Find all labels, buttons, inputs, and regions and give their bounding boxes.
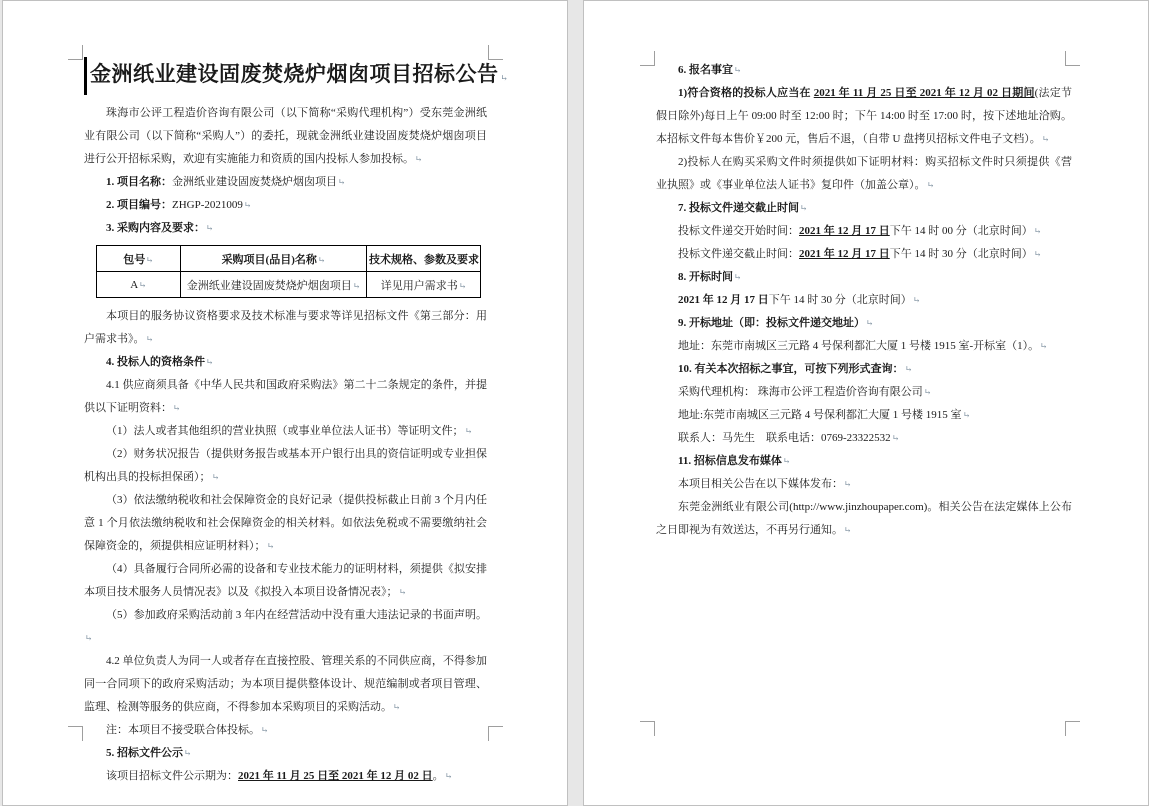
section-3-heading xyxy=(84,217,487,240)
text-run: 联系人：马先生 联系电话：0769-23322532 xyxy=(678,432,891,444)
section-10-heading xyxy=(656,358,1072,381)
publicity-period xyxy=(84,765,487,788)
project-number xyxy=(84,194,487,217)
clause-4-2 xyxy=(84,650,487,719)
document-title: 金洲纸业建设固废焚烧炉烟囱项目招标公告 ↵ xyxy=(84,57,508,95)
contact-info xyxy=(656,427,1072,450)
text-run: （1）法人或者其他组织的营业执照（或事业单位法人证书）等证明文件； xyxy=(106,425,464,437)
section-6-heading xyxy=(656,59,1072,82)
text-run: 2)投标人在购买采购文件时须提供如下证明材料：购买招标文件时只须提供《营业执照》或《事业单位法人证书》复印件（加盖公章）。 xyxy=(656,156,1072,191)
text-run: 1. 项目名称： xyxy=(106,176,172,188)
text-run: 11. 招标信息发布媒体 xyxy=(678,455,782,467)
text-run: (法定节假日除外)每日上午 09:00 时至 12:00 时；下午 14:00 时至 17:00 时，按下述地址洽购。本招标文件每本售价￥200 元，售后不退，（自带 U 盘拷贝招标文件电子文档）。 xyxy=(656,87,1072,145)
media-detail xyxy=(656,496,1072,542)
text-run: （3）依法缴纳税收和社会保障资金的良好记录（提供投标截止日前 3 个月内任意 1 个月依法缴纳税收和社会保障资金的相关材料。如依法免税或不需要缴纳社会保障资金的，须提供相应证明材料）； xyxy=(84,494,487,552)
table-cell: A ↵ xyxy=(97,272,181,298)
requirements-note xyxy=(84,305,487,351)
text-run: （4）具备履行合同所必需的设备和专业技术能力的证明材料，须提供《拟安排本项目技术服务人员情况表》以及《拟投入本项目设备情况表》； xyxy=(84,563,487,598)
document-page-1[interactable] xyxy=(2,0,568,806)
registration-item-2 xyxy=(656,151,1072,197)
registration-item-1 xyxy=(656,82,1072,151)
text-run: 4.1 供应商须具备《中华人民共和国政府采购法》第二十二条规定的条件，并提供以下证明资料： xyxy=(84,379,487,414)
text-run: 2021 年 12 月 17 日 xyxy=(799,225,890,237)
text-run: 2. 项目编号： xyxy=(106,199,172,211)
text-boundary-mark-bottom-left xyxy=(640,721,655,736)
text-run: 5. 招标文件公示 xyxy=(106,747,183,759)
text-run: ZHGP-2021009 xyxy=(172,199,243,211)
page-2-content xyxy=(656,59,1072,542)
text-run: 地址：东莞市南城区三元路 4 号保利都汇大厦 1 号楼 1915 室-开标室（1）。 xyxy=(678,340,1040,352)
intro-paragraph xyxy=(84,102,487,171)
document-page-2[interactable] xyxy=(583,0,1149,806)
bid-opening-address xyxy=(656,335,1072,358)
text-run: 9. 开标地址（即：投标文件递交地址） xyxy=(678,317,865,329)
joint-bid-note xyxy=(84,719,487,742)
text-run: 本项目相关公告在以下媒体发布： xyxy=(678,478,843,490)
section-7-heading xyxy=(656,197,1072,220)
text-run: （5）参加政府采购活动前 3 年内在经营活动中没有重大违法记录的书面声明。 xyxy=(106,609,487,621)
clause-4-1 xyxy=(84,374,487,420)
text-boundary-mark-bottom-right xyxy=(488,726,503,741)
media-note xyxy=(656,473,1072,496)
agency-name xyxy=(656,381,1072,404)
text-run: 东莞金洲纸业有限公司(http://www.jinzhoupaper.com)。相关公告在法定媒体上公布之日即视为有效送达，不再另行通知。 xyxy=(656,501,1072,536)
text-run: 下午 14 时 30 分（北京时间） xyxy=(889,248,1033,260)
text-boundary-mark-top-left xyxy=(640,51,655,66)
procurement-table xyxy=(96,245,481,298)
text-run: 6. 报名事宜 xyxy=(678,64,733,76)
submission-start-time xyxy=(656,220,1072,243)
project-name xyxy=(84,171,487,194)
text-run: 7. 投标文件递交截止时间 xyxy=(678,202,799,214)
text-run: 注：本项目不接受联合体投标。 xyxy=(106,724,260,736)
text-run: 2021 年 11 月 25 日至 2021 年 12 月 02 日期间 xyxy=(813,87,1035,99)
text-run: 4.2 单位负责人为同一人或者存在直接控股、管理关系的不同供应商，不得参加同一合同项下的政府采购活动；为本项目提供整体设计、规范编制或者项目管理、监理、检测等服务的供应商，不得参加本采购项目的采购活动。 xyxy=(84,655,487,713)
table-header-cell: 包号 ↵ xyxy=(97,246,181,272)
page-1-content xyxy=(84,102,487,788)
text-run: 地址:东莞市南城区三元路 4 号保利都汇大厦 1 号楼 1915 室 xyxy=(678,409,962,421)
text-run: 采购代理机构： 珠海市公评工程造价咨询有限公司 xyxy=(678,386,923,398)
text-run: （2）财务状况报告（提供财务报告或基本开户银行出具的资信证明或专业担保机构出具的投标担保函）； xyxy=(84,448,487,483)
text-run: 本项目的服务协议资格要求及技术标准与要求等详见招标文件《第三部分：用户需求书》。 xyxy=(84,310,487,345)
text-run: 4. 投标人的资格条件 xyxy=(106,356,205,368)
section-4-heading xyxy=(84,351,487,374)
clause-4-1-item-4 xyxy=(84,558,487,604)
text-run: 投标文件递交截止时间： xyxy=(678,248,799,260)
section-5-heading xyxy=(84,742,487,765)
text-run: 该项目招标文件公示期为： xyxy=(106,770,238,782)
clause-4-1-item-1 xyxy=(84,420,487,443)
clause-4-1-item-5 xyxy=(84,604,487,650)
text-run: 金洲纸业建设固废焚烧炉烟囱项目 xyxy=(172,176,337,188)
text-run: 下午 14 时 30 分（北京时间） xyxy=(768,294,912,306)
text-run: 2021 年 11 月 25 日至 2021 年 12 月 02 日 xyxy=(238,770,433,782)
bid-opening-time xyxy=(656,289,1072,312)
clause-4-1-item-3 xyxy=(84,489,487,558)
agency-address xyxy=(656,404,1072,427)
section-11-heading xyxy=(656,450,1072,473)
table-cell: 金洲纸业建设固废焚烧炉烟囱项目 ↵ xyxy=(181,272,367,298)
text-boundary-mark-bottom-right xyxy=(1065,721,1080,736)
table-row xyxy=(97,272,481,298)
section-8-heading xyxy=(656,266,1072,289)
section-9-heading xyxy=(656,312,1072,335)
text-run: 8. 开标时间 xyxy=(678,271,733,283)
table-header-cell: 采购项目(品目)名称 ↵ xyxy=(181,246,367,272)
text-boundary-mark-top-left xyxy=(68,45,83,60)
clause-4-1-item-2 xyxy=(84,443,487,489)
text-run: 3. 采购内容及要求： xyxy=(106,222,205,234)
text-run: 2021 年 12 月 17 日 xyxy=(678,294,769,306)
text-run: 珠海市公评工程造价咨询有限公司（以下简称“采购代理机构”）受东莞金洲纸业有限公司（以下简称“采购人”）的委托，现就金洲纸业建设固废焚烧炉烟囱项目进行公开招标采购，欢迎有实施能力和资质的国内投标人参加投标。 xyxy=(84,107,487,165)
text-run: 下午 14 时 00 分（北京时间） xyxy=(889,225,1033,237)
submission-deadline xyxy=(656,243,1072,266)
text-run: 投标文件递交开始时间： xyxy=(678,225,799,237)
table-cell: 详见用户需求书 ↵ xyxy=(367,272,481,298)
text-run: 1)符合资格的投标人应当在 xyxy=(678,87,814,99)
text-run: 2021 年 12 月 17 日 xyxy=(799,248,890,260)
table-header-row xyxy=(97,246,481,272)
text-run: 。 xyxy=(432,770,444,782)
text-run: 10. 有关本次招标之事宜，可按下列形式查询： xyxy=(678,363,904,375)
text-boundary-mark-bottom-left xyxy=(68,726,83,741)
table-header-cell: 技术规格、参数及要求 ↵ xyxy=(367,246,481,272)
